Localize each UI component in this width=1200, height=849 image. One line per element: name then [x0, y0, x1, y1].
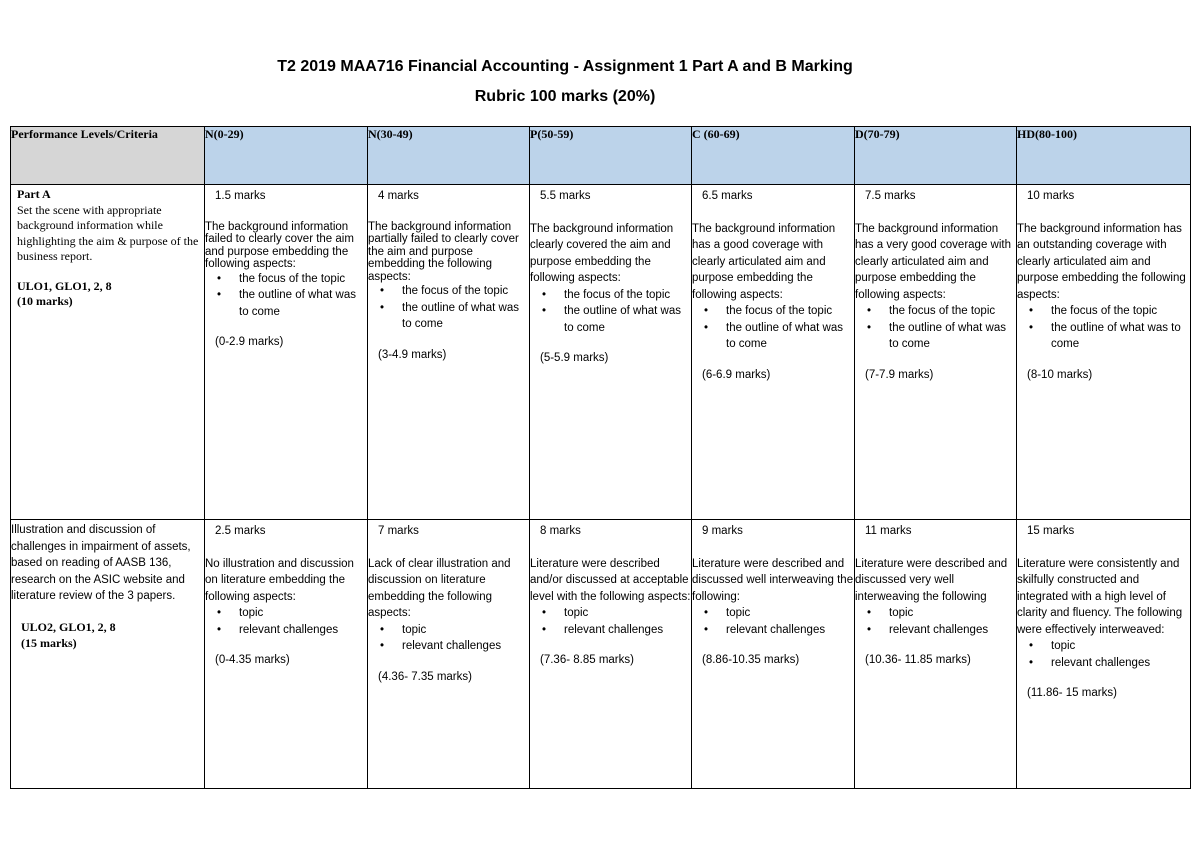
level-marks: 2.5 marks — [215, 525, 266, 537]
aspect-list — [692, 605, 854, 638]
level-mark-range: (10.36- 11.85 marks) — [865, 654, 971, 666]
level-marks: 7.5 marks — [865, 190, 916, 202]
level-mark-range: (4.36- 7.35 marks) — [378, 670, 472, 683]
header-level-n-0-29: N(0-29) — [205, 127, 368, 185]
level-cell — [205, 520, 368, 789]
aspect-list-item: • relevant challenges — [692, 622, 854, 639]
level-description: The background information has a good coverage with clearly articulated aim and purpose embedding the following aspects: — [692, 222, 836, 301]
criterion-cell — [11, 520, 205, 789]
level-cell — [1017, 185, 1191, 520]
aspect-list-item: • topic — [692, 605, 854, 622]
level-mark-range: (5-5.9 marks) — [540, 352, 609, 364]
header-level-n-30-49: N(30-49) — [368, 127, 530, 185]
aspect-list — [205, 271, 367, 321]
level-cell — [205, 185, 368, 520]
level-mark-range: (8-10 marks) — [1027, 368, 1093, 381]
level-description: Lack of clear illustration and discussion on literature embedding the following aspects: — [368, 557, 511, 619]
aspect-list-item: • the focus of the topic — [368, 283, 529, 300]
criterion-cell — [11, 185, 205, 520]
aspect-list-item: • relevant challenges — [530, 622, 691, 639]
aspect-list — [855, 303, 1016, 353]
header-level-c: C (60-69) — [692, 127, 855, 185]
aspect-list-item: • topic — [855, 605, 1016, 622]
level-description: The background information has an outstanding coverage with clearly articulated aim and purpose embedding the following aspects: — [1017, 222, 1186, 301]
title-line-2: Rubric 100 marks (20%) — [474, 88, 656, 105]
level-marks: 8 marks — [540, 525, 581, 537]
aspect-list-item: • the outline of what was to come — [855, 320, 1016, 353]
criterion-text: Illustration and discussion of challenges in impairment of assets, based on reading of AASB 136, research on the ASIC website and literature review of the 3 papers. — [11, 524, 191, 602]
level-cell — [1017, 520, 1191, 789]
aspect-list-item: • relevant challenges — [368, 638, 529, 655]
level-description: The background information failed to clearly cover the aim and purpose embedding the following aspects: — [205, 220, 354, 270]
level-cell — [692, 520, 855, 789]
aspect-list-item: • topic — [530, 605, 691, 622]
level-marks: 1.5 marks — [215, 190, 266, 202]
aspect-list-item: • the focus of the topic — [855, 303, 1016, 320]
level-marks: 5.5 marks — [540, 190, 591, 202]
level-cell — [855, 520, 1017, 789]
criterion-title: Part A — [17, 187, 51, 201]
rubric-row-illustration — [11, 520, 1191, 789]
aspect-list — [530, 287, 691, 337]
aspect-list-item: • topic — [368, 622, 529, 639]
level-marks: 9 marks — [702, 525, 743, 537]
rubric-table — [10, 126, 1191, 789]
aspect-list — [368, 622, 529, 655]
level-description: The background information has a very good coverage with clearly articulated aim and purpose embedding the following aspects: — [855, 222, 1011, 301]
aspect-list — [205, 605, 367, 638]
criterion-ulo: ULO1, GLO1, 2, 8 — [17, 278, 112, 293]
level-mark-range: (7.36- 8.85 marks) — [540, 654, 634, 666]
aspect-list — [1017, 303, 1190, 353]
level-marks: 7 marks — [378, 525, 419, 537]
level-marks: 11 marks — [865, 525, 912, 537]
level-cell — [855, 185, 1017, 520]
level-cell — [368, 185, 530, 520]
aspect-list-item: • the focus of the topic — [692, 303, 854, 320]
aspect-list-item: • topic — [1017, 638, 1190, 655]
criterion-marks: (10 marks) — [17, 294, 73, 308]
level-description: Literature were described and discussed well interweaving the following: — [692, 557, 854, 603]
level-description: Literature were consistently and skilfully constructed and integrated with a high level of clarity and fluency. The following were effectively interweaved: — [1017, 557, 1183, 636]
aspect-list-item: • topic — [205, 605, 367, 622]
aspect-list-item: • the outline of what was to come — [1017, 320, 1190, 353]
aspect-list — [692, 303, 854, 353]
level-cell — [692, 185, 855, 520]
level-description: Literature were described and discussed very well interweaving the following — [855, 557, 1008, 603]
level-mark-range: (11.86- 15 marks) — [1027, 687, 1117, 699]
level-mark-range: (6-6.9 marks) — [702, 368, 771, 381]
level-mark-range: (8.86-10.35 marks) — [702, 654, 800, 666]
level-marks: 10 marks — [1027, 190, 1075, 202]
aspect-list-item: • the focus of the topic — [1017, 303, 1190, 320]
aspect-list-item: • the outline of what was to come — [692, 320, 854, 353]
aspect-list — [1017, 638, 1190, 671]
level-mark-range: (0-4.35 marks) — [215, 654, 290, 666]
level-description: No illustration and discussion on literature embedding the following aspects: — [205, 557, 354, 603]
level-description: Literature were described and/or discussed at acceptable level with the following aspects: — [530, 557, 691, 603]
document-title — [0, 52, 1130, 112]
criterion-marks: (15 marks) — [21, 635, 77, 650]
aspect-list-item: • the focus of the topic — [530, 287, 691, 304]
level-marks: 6.5 marks — [702, 190, 753, 202]
rubric-row-part-a — [11, 185, 1191, 520]
aspect-list-item: • the outline of what was to come — [530, 303, 691, 336]
aspect-list-item: • the focus of the topic — [205, 271, 367, 288]
header-criteria: Performance Levels/Criteria — [11, 127, 205, 185]
aspect-list-item: • the outline of what was to come — [205, 287, 367, 320]
aspect-list-item: • relevant challenges — [855, 622, 1016, 639]
header-level-p: P(50-59) — [530, 127, 692, 185]
level-mark-range: (7-7.9 marks) — [865, 368, 934, 381]
aspect-list — [368, 283, 529, 333]
level-marks: 15 marks — [1027, 525, 1075, 537]
level-marks: 4 marks — [378, 190, 419, 202]
aspect-list — [530, 605, 691, 638]
criterion-text: Set the scene with appropriate background information while highlighting the aim & purpose of the business report. — [17, 202, 199, 263]
aspect-list — [855, 605, 1016, 638]
level-cell — [530, 185, 692, 520]
level-mark-range: (0-2.9 marks) — [215, 336, 284, 348]
header-row — [11, 127, 1191, 185]
aspect-list-item: • relevant challenges — [205, 622, 367, 639]
criterion-ulo: ULO2, GLO1, 2, 8 — [21, 619, 116, 634]
title-line-1: T2 2019 MAA716 Financial Accounting - Assignment 1 Part A and B Marking — [277, 58, 853, 75]
aspect-list-item: • relevant challenges — [1017, 655, 1190, 672]
aspect-list-item: • the outline of what was to come — [368, 300, 529, 333]
level-cell — [530, 520, 692, 789]
level-description: The background information partially failed to clearly cover the aim and purpose embedding the following aspects: — [368, 220, 519, 283]
level-mark-range: (3-4.9 marks) — [378, 348, 447, 361]
level-cell — [368, 520, 530, 789]
header-level-hd: HD(80-100) — [1017, 127, 1191, 185]
level-description: The background information clearly covered the aim and purpose embedding the following aspects: — [530, 222, 674, 284]
header-level-d: D(70-79) — [855, 127, 1017, 185]
